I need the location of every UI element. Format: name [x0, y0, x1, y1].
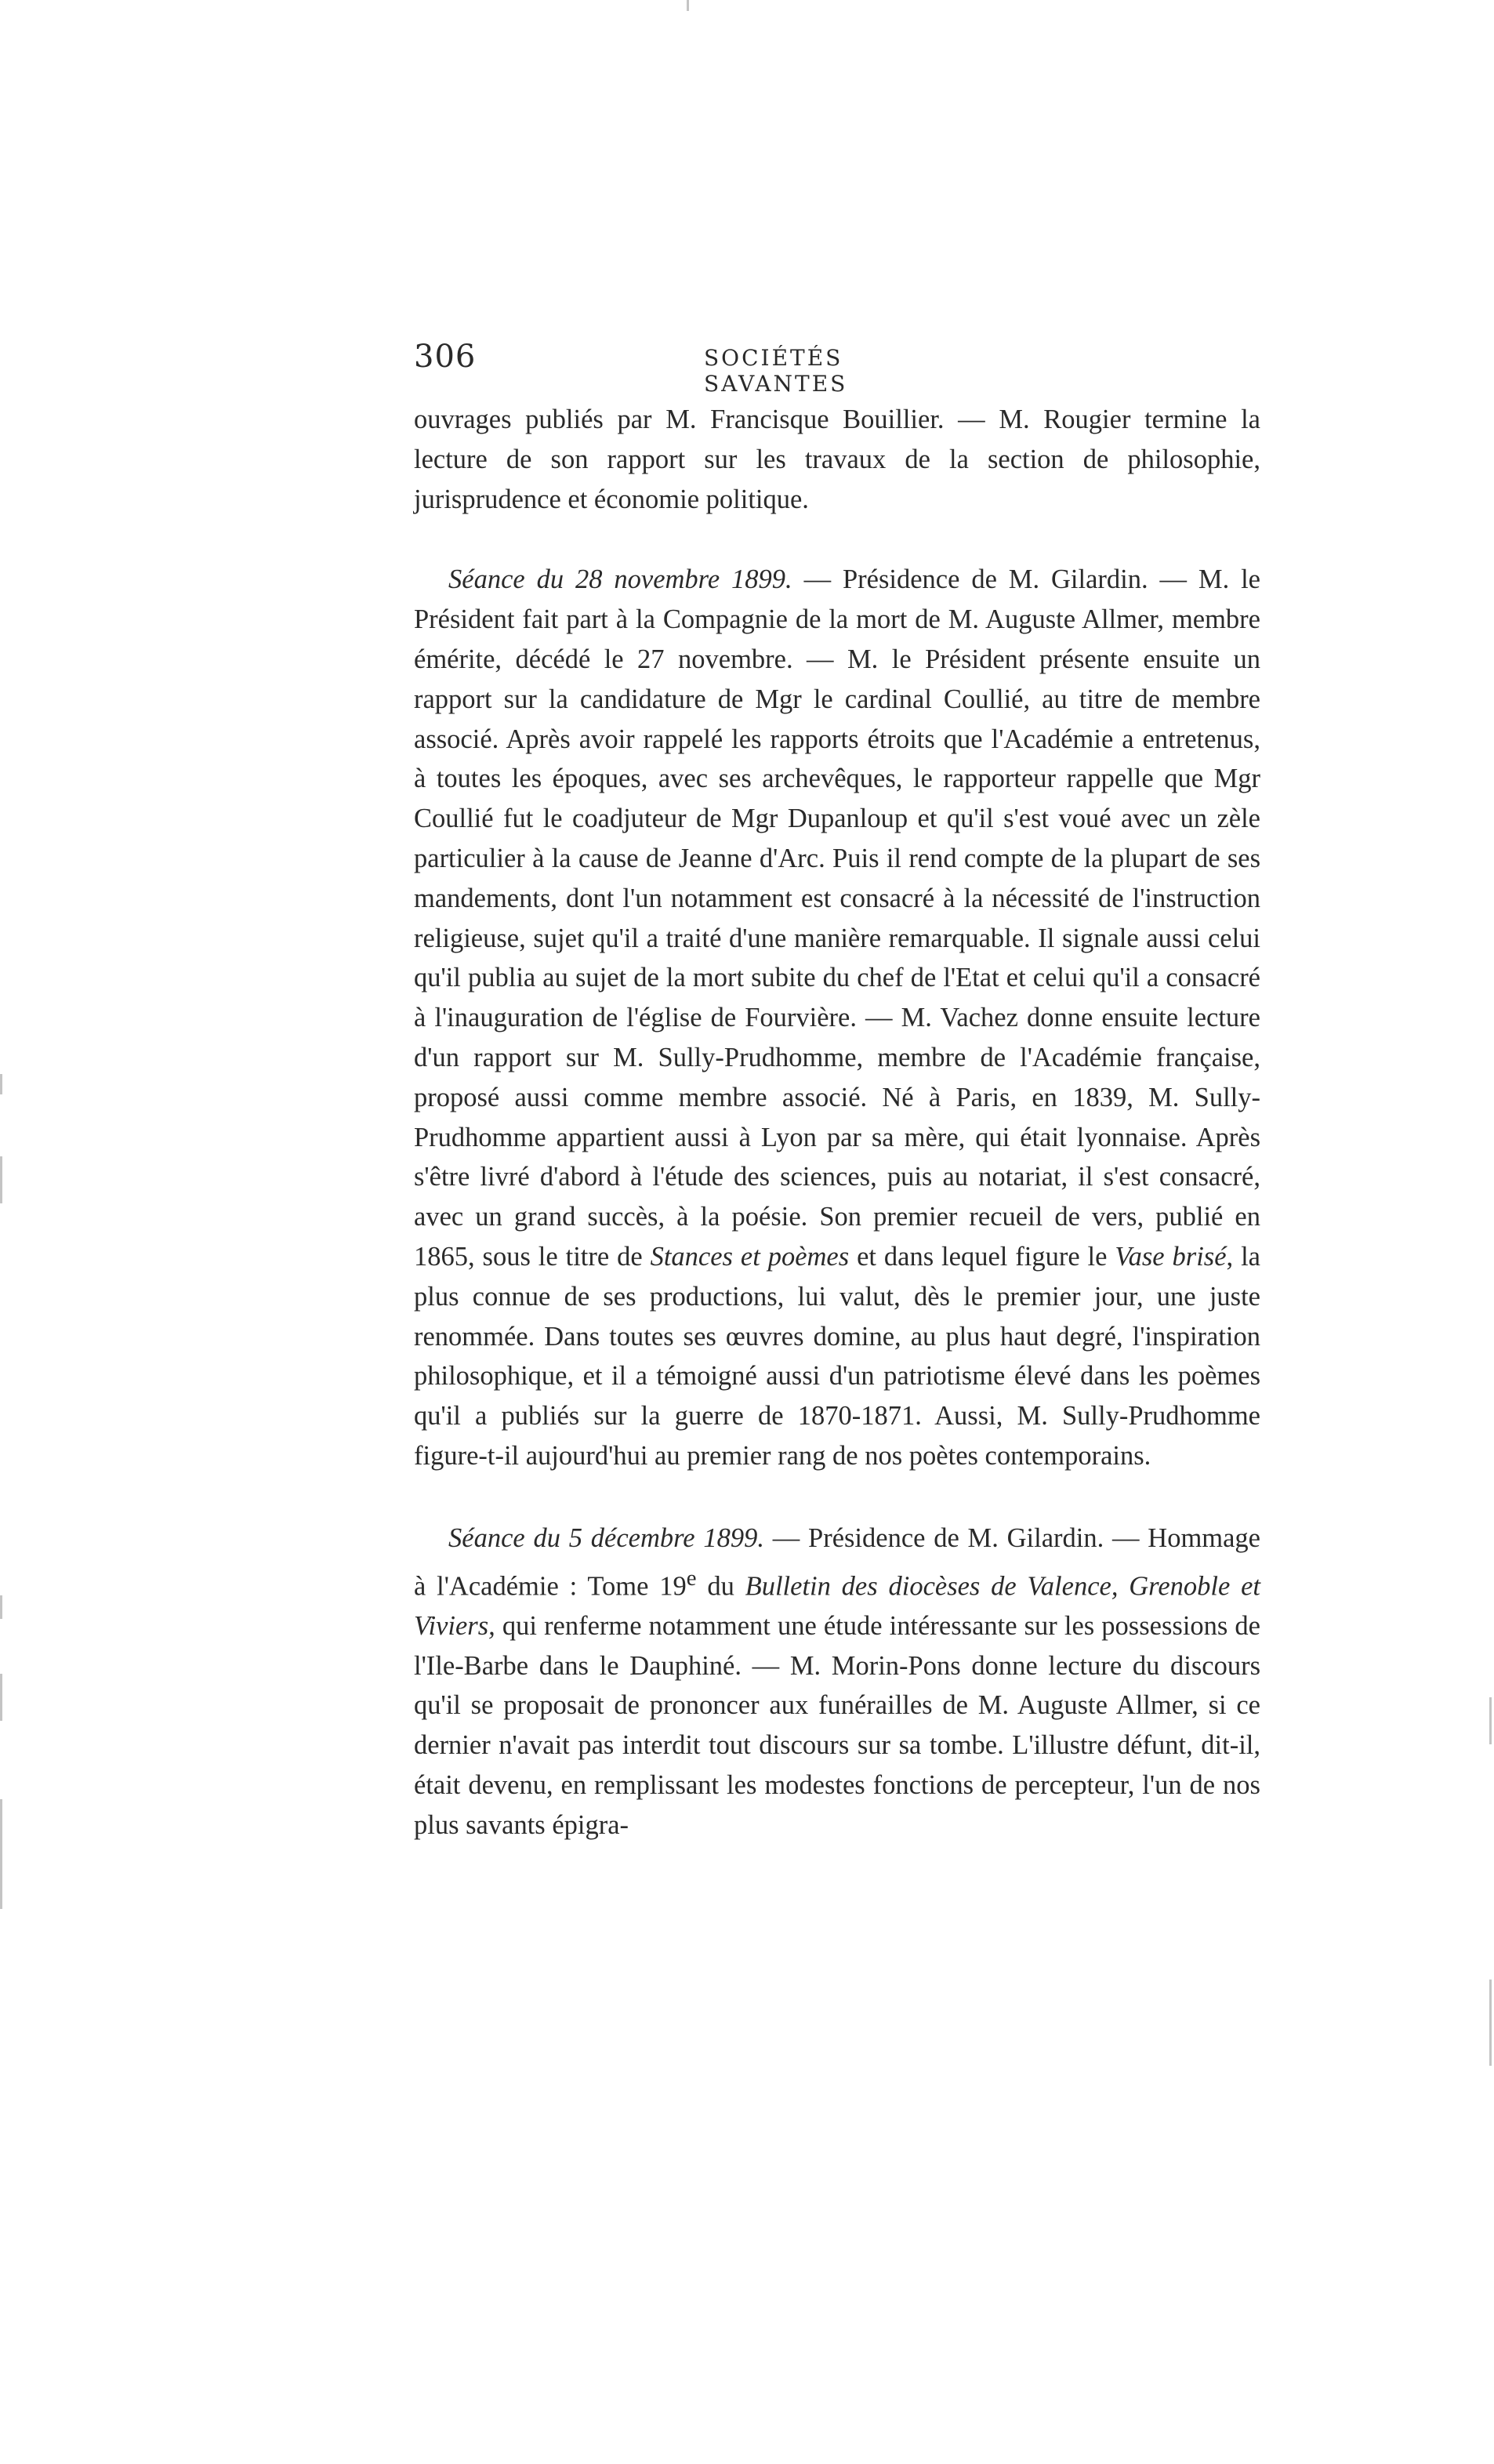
running-header-title: SOCIÉTÉS SAVANTES	[704, 345, 848, 397]
scan-artifact	[1489, 1980, 1492, 2066]
paragraph-text: — Présidence de M. Gilardin. — Hommage à l'Académie : Tome 19	[414, 1522, 1260, 1602]
paragraph-text: — Présidence de M. Gilardin. — M. le Président fait part à la Compagnie de la mort de M. Auguste Allmer, membre émérite, décédé le 27 novembre. — M. le Président présente ensuite un rapport sur la candidature de Mgr le cardinal Coullié, au titre de membre associé. Après avoir rappelé les rapports étroits que l'Académie a entretenus, à toutes les époques, avec ses archevêques, le rapporteur rappelle que Mgr Coullié fut le coadjuteur de Mgr Dupanloup et qu'il s'est voué avec un zèle particulier à la cause de Jeanne d'Arc. Puis il rend compte de la plupart de ses mandements, dont l'un notamment est consacré à la nécessité de l'instruction religieuse, sujet qu'il a traité d'une manière remarquable. Il signale aussi celui qu'il publia au sujet de la mort subite du chef de l'Etat et celui qu'il a consacré à l'inauguration de l'église de Fourvière. — M. Vachez donne ensuite lecture d'un rapport sur M. Sully-Prudhomme, membre de l'Académie française, proposé aussi comme membre associé. Né à Paris, en 1839, M. Sully-Prudhomme appartient aussi à Lyon par sa mère, qui était lyonnaise. Après s'être livré d'abord à l'étude des sciences, puis au notariat, il s'est consacré, avec un grand succès, à la poésie. Son premier recueil de vers, publié en 1865, sous le titre de	[414, 564, 1260, 1272]
paragraph-text: et dans lequel figure le	[849, 1241, 1115, 1272]
paragraph-seance-5-decembre	[414, 1519, 1260, 1845]
work-title: Stances et poèmes	[650, 1241, 850, 1272]
paragraph-text: qui renferme notamment une étude intéressante sur les possessions de l'Ile-Barbe dans le Dauphiné. — M. Morin-Pons donne lecture du discours qu'il se proposait de prononcer aux funérailles de M. Auguste Allmer, si ce dernier n'avait pas interdit tout discours sur sa tombe. L'illustre défunt, dit-il, était devenu, en remplissant les modestes fonctions de percepteur, l'un de nos plus savants épigra-	[414, 1610, 1260, 1840]
scan-artifact	[1489, 1697, 1492, 1744]
page-number: 306	[414, 339, 477, 375]
paragraph-spacer	[414, 519, 1260, 560]
work-title: Vase brisé	[1115, 1241, 1227, 1272]
scan-artifact	[0, 1595, 2, 1619]
seance-heading: Séance du 28 novembre 1899.	[448, 564, 792, 595]
paragraph-text: du	[696, 1571, 745, 1602]
paragraph-spacer	[414, 1476, 1260, 1519]
seance-heading: Séance du 5 décembre 1899.	[448, 1522, 764, 1553]
paragraph-continued	[414, 400, 1260, 519]
running-head	[414, 339, 963, 397]
paragraph-text: , la plus connue de ses productions, lui valut, dès le premier jour, une juste renommée. Dans toutes ses œuvres domine, au plus haut degré, l'inspiration philosophique, et il a témoigné aussi d'un patriotisme élevé dans les poèmes qu'il a publiés sur la guerre de 1870-1871. Aussi, M. Sully-Prudhomme figure-t-il aujourd'hui au premier rang de nos poètes contemporains.	[414, 1241, 1260, 1471]
superscript: e	[686, 1565, 697, 1591]
scan-artifact	[0, 1799, 2, 1909]
scan-artifact	[0, 1074, 2, 1094]
body-text	[414, 400, 1260, 1845]
scan-artifact	[687, 0, 689, 11]
scan-artifact	[0, 1674, 2, 1721]
paragraph-text: ouvrages publiés par M. Francisque Bouillier. — M. Rougier termine la lecture de son rapport sur les travaux de la section de philosophie, jurisprudence et économie politique.	[414, 405, 1260, 514]
paragraph-seance-28-novembre	[414, 560, 1260, 1475]
work-title: Bulletin des diocèses de Valence, Grenoble et Viviers,	[414, 1571, 1260, 1641]
scan-artifact	[0, 1156, 2, 1203]
